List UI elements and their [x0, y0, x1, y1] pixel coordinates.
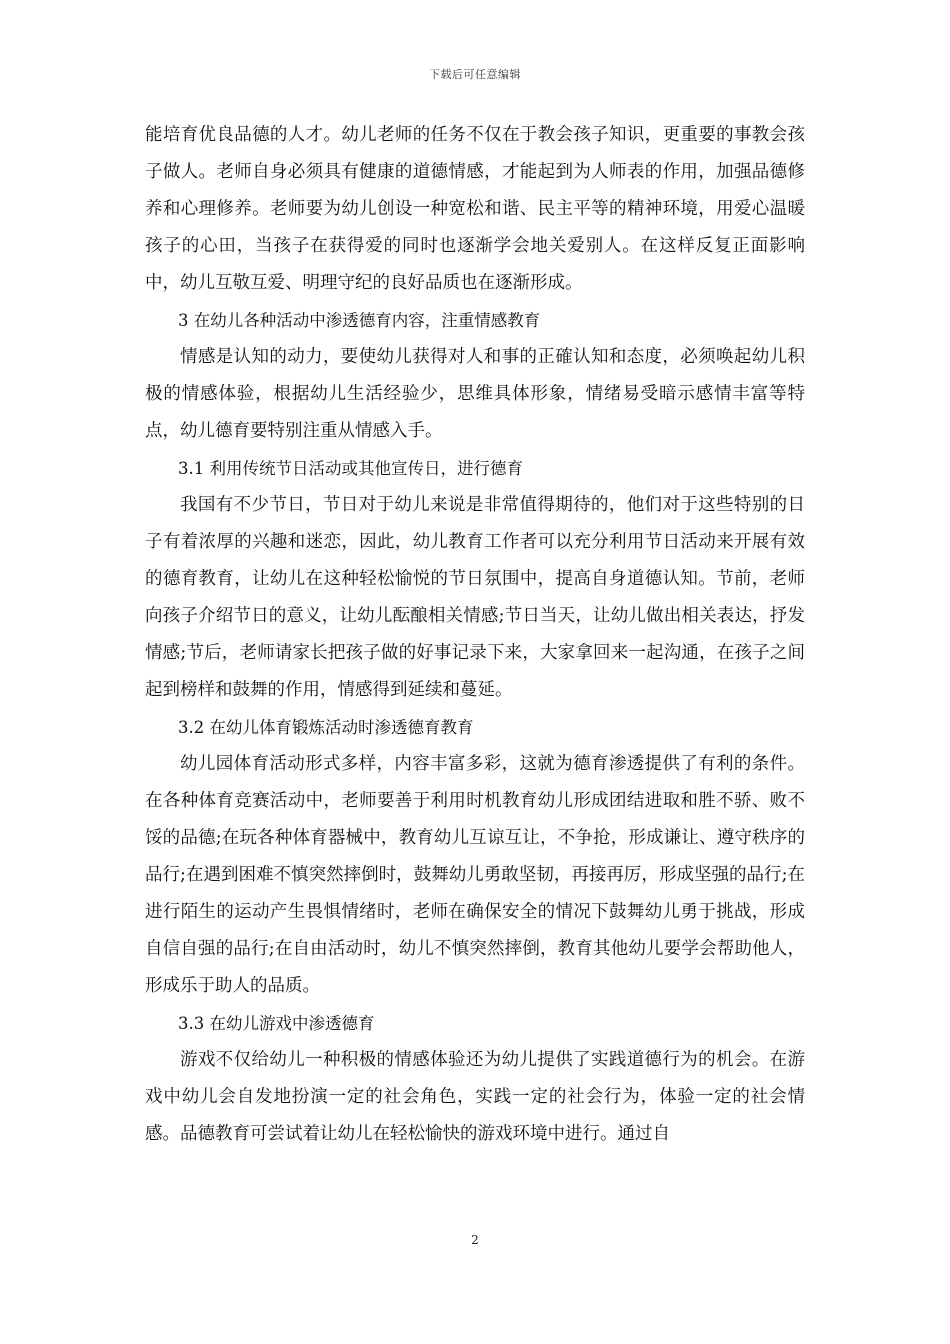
paragraph: 幼儿园体育活动形式多样，内容丰富多彩，这就为德育渗透提供了有利的条件。在各种体育竞赛活动中，老师要善于利用时机教育幼儿形成团结进取和胜不骄、败不馁的品德;在玩各种体育器械中，教育幼儿互谅互让，不争抢，形成谦让、遵守秩序的品行;在遇到困难不慎突然摔倒时，鼓舞幼儿勇敢坚韧，再接再厉，形成坚强的品行;在进行陌生的运动产生畏惧情绪时，老师在确保安全的情况下鼓舞幼儿勇于挑战，形成自信自强的品行;在自由活动时，幼儿不慎突然摔倒，教育其他幼儿要学会帮助他人，形成乐于助人的品质。 — [145, 754, 805, 996]
section-heading-3: 3 在幼儿各种活动中渗透德育内容，注重情感教育 — [178, 311, 541, 330]
section-heading-3-2: 3.2 在幼儿体育锻炼活动时渗透德育教育 — [178, 718, 474, 737]
paragraph: 情感是认知的动力，要使幼儿获得对人和事的正確认知和态度，必须唤起幼儿积极的情感体验，根据幼儿生活经验少，思维具体形象，情绪易受暗示感情丰富等特点，幼儿德育要特别注重从情感入手。 — [145, 347, 805, 441]
document-body — [145, 117, 805, 1153]
paragraph: 游戏不仅给幼儿一种积极的情感体验还为幼儿提供了实践道德行为的机会。在游戏中幼儿会自发地扮演一定的社会角色，实践一定的社会行为，体验一定的社会情感。品德教育可尝试着让幼儿在轻松愉快的游戏环境中进行。通过自 — [145, 1050, 805, 1144]
page-number: 2 — [471, 1233, 479, 1247]
section-heading-3-3: 3.3 在幼儿游戏中渗透德育 — [178, 1014, 375, 1033]
page-header-note: 下载后可任意编辑 — [429, 68, 521, 81]
paragraph: 能培育优良品德的人才。幼儿老师的任务不仅在于教会孩子知识，更重要的事教会孩子做人。老师自身必须具有健康的道德情感，才能起到为人师表的作用，加强品德修养和心理修养。老师要为幼儿创设一种宽松和谐、民主平等的精神环境，用爱心温暖孩子的心田，当孩子在获得爱的同时也逐渐学会地关爱别人。在这样反复正面影响中，幼儿互敬互爱、明理守纪的良好品质也在逐渐形成。 — [145, 125, 805, 293]
section-heading-3-1: 3.1 利用传统节日活动或其他宣传日，进行德育 — [178, 459, 523, 478]
paragraph: 我国有不少节日，节日对于幼儿来说是非常值得期待的，他们对于这些特别的日子有着浓厚的兴趣和迷恋，因此，幼儿教育工作者可以充分利用节日活动来开展有效的德育教育，让幼儿在这种轻松愉悦的节日氛围中，提高自身道德认知。节前，老师向孩子介绍节日的意义，让幼儿酝酿相关情感;节日当天，让幼儿做出相关表达，抒发情感;节后，老师请家长把孩子做的好事记录下来，大家拿回来一起沟通，在孩子之间起到榜样和鼓舞的作用，情感得到延续和蔓延。 — [145, 495, 805, 700]
